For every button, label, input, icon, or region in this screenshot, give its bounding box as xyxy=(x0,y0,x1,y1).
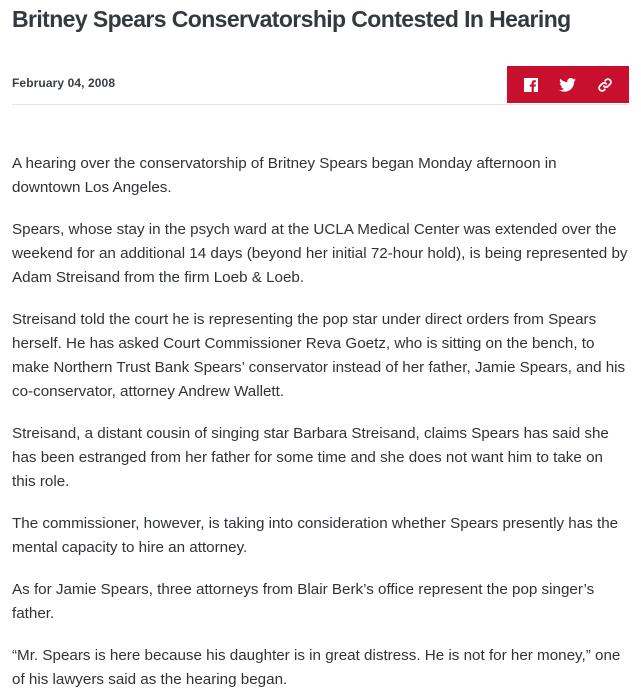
article-paragraph: Streisand told the court he is representing the pop star under direct orders from Spears herself. He has asked Court Commissioner Reva Goetz, who is sitting on the bench, to make Northern Trust Bank Spears’ conservator instead of her father, Jamie Spears, and his co-conservator, attorney Andrew Wallett. xyxy=(12,311,626,400)
article-paragraph: As for Jamie Spears, three attorneys from Blair Berk’s office represent the pop singer’s father. xyxy=(12,581,595,622)
link-icon xyxy=(597,77,613,93)
facebook-icon xyxy=(523,77,539,93)
article-paragraph: Spears, whose stay in the psych ward at the UCLA Medical Center was extended over the weekend for an additional 14 days (beyond her initial 72-hour hold), is being represented by Adam Streisand from the firm Loeb & Loeb. xyxy=(12,221,628,286)
publish-date: February 04, 2008 xyxy=(12,76,116,90)
article-title: Britney Spears Conservatorship Contested In Hearing xyxy=(12,6,571,32)
article-paragraph: The commissioner, however, is taking into consideration whether Spears presently has the mental capacity to hire an attorney. xyxy=(12,515,619,556)
share-bar xyxy=(507,66,629,103)
twitter-icon xyxy=(559,78,576,92)
share-facebook-button[interactable] xyxy=(517,71,545,99)
article-body xyxy=(12,152,629,694)
copy-link-button[interactable] xyxy=(591,71,619,99)
article-paragraph: A hearing over the conservatorship of Britney Spears began Monday afternoon in downtown Los Angeles. xyxy=(12,155,557,196)
article-paragraph: “Mr. Spears is here because his daughter is in great distress. He is not for her money,” one of his lawyers said as the hearing began. xyxy=(12,647,621,688)
share-twitter-button[interactable] xyxy=(554,71,582,99)
article-paragraph: Streisand, a distant cousin of singing star Barbara Streisand, claims Spears has said she has been estranged from her father for some time and she does not want him to take on this role. xyxy=(12,425,609,490)
article-meta-bar xyxy=(12,66,629,105)
